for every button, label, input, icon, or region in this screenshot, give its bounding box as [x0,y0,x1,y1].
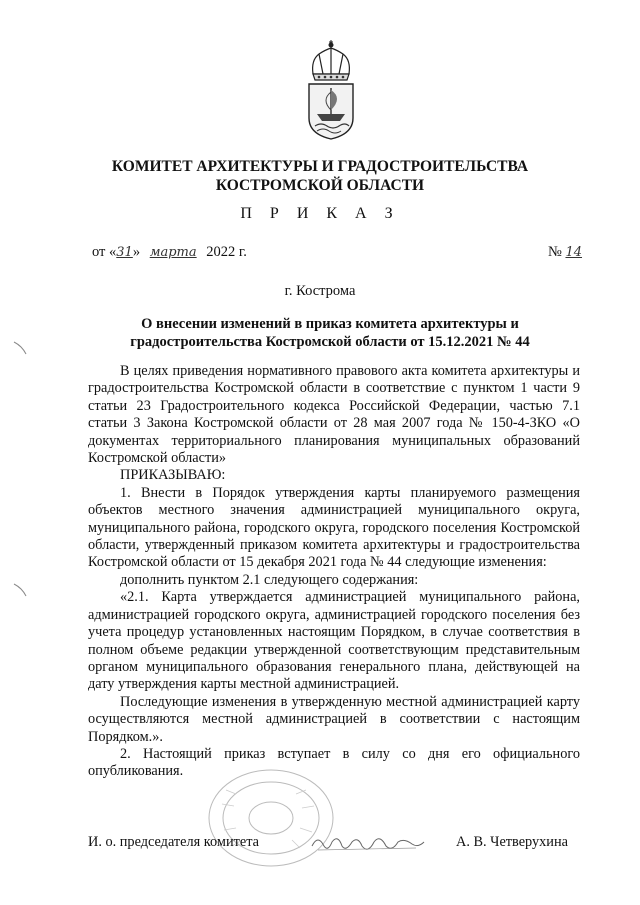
date-year: 2022 г. [202,244,247,260]
heading-line2: градостроительства Костромской области от 15.12.2021 № 44 [130,334,530,350]
city: г. Кострома [284,283,356,299]
org-title-line1: КОМИТЕТ АРХИТЕКТУРЫ И ГРАДОСТРОИТЕЛЬСТВА [111,158,529,175]
paragraph-clause-2-1: «2.1. Карта утверждается администрацией муниципального района, администрацией городского округа, администрацией городского поселения без учета процедур установленных настоящим Порядком, в случае соответствия в полном объеме редакции утвержденной соответствующим представительным органом муниципального образования генерального плана, действующей на дату утверждения карты местной администрацией. [88,589,580,693]
margin-mark-icon [12,580,36,600]
paragraph-item-2: 2. Настоящий приказ вступает в силу со дня его официального опубликования. [88,745,580,780]
paragraph-preamble: В целях приведения нормативного правового акта комитета архитектуры и градостроительства Костромской области в соответствие с пунктом 1 части 9 статьи 23 Градостроительного кодекса Российской Федерации, частью 7.1 статьи 3 Закона Костромской области от 28 мая 2007 года № 150-4-ЗКО «О документах территориального планирования муниципальных образований Костромской области» [88,363,580,467]
number-value: 14 [565,245,583,260]
order-number [548,244,582,261]
date-prefix: от « [92,244,117,260]
handwritten-signature-icon [308,828,428,858]
org-title-line2: КОСТРОМСКОЙ ОБЛАСТИ [215,177,425,194]
signatory-name: А. В. Четверухина [456,834,568,850]
signatory-position: И. о. председателя комитета [88,834,259,850]
paragraph-item-1: 1. Внести в Порядок утверждения карты планируемого размещения объектов местного значения администрацией муниципального округа, муниципального района, городского округа, городского поселения Костромской области, утвержденный приказом комитета архитектуры и градостроительства Костромской области от 15 декабря 2021 года № 44 следующие изменения: [88,484,580,571]
document-heading [100,315,560,351]
date-mid: » [132,244,144,260]
doc-type: П Р И К А З [240,205,400,222]
paragraph-add-clause: дополнить пунктом 2.1 следующего содержания: [120,571,419,588]
heading-line1: О внесении изменений в приказ комитета архитектуры и [141,316,519,332]
number-prefix: № [548,244,566,260]
coat-of-arms-icon [303,40,359,140]
document-body [88,363,580,781]
paragraph-subsequent-changes: Последующие изменения в утвержденную местной администрацией карту осуществляются местной администрацией в соответствии с настоящим Порядком.». [88,693,580,745]
date-month: марта [149,245,197,260]
date-day: 31 [116,245,133,260]
order-date [92,244,247,261]
margin-mark-icon [12,338,36,358]
paragraph-order-word: ПРИКАЗЫВАЮ: [120,467,226,484]
